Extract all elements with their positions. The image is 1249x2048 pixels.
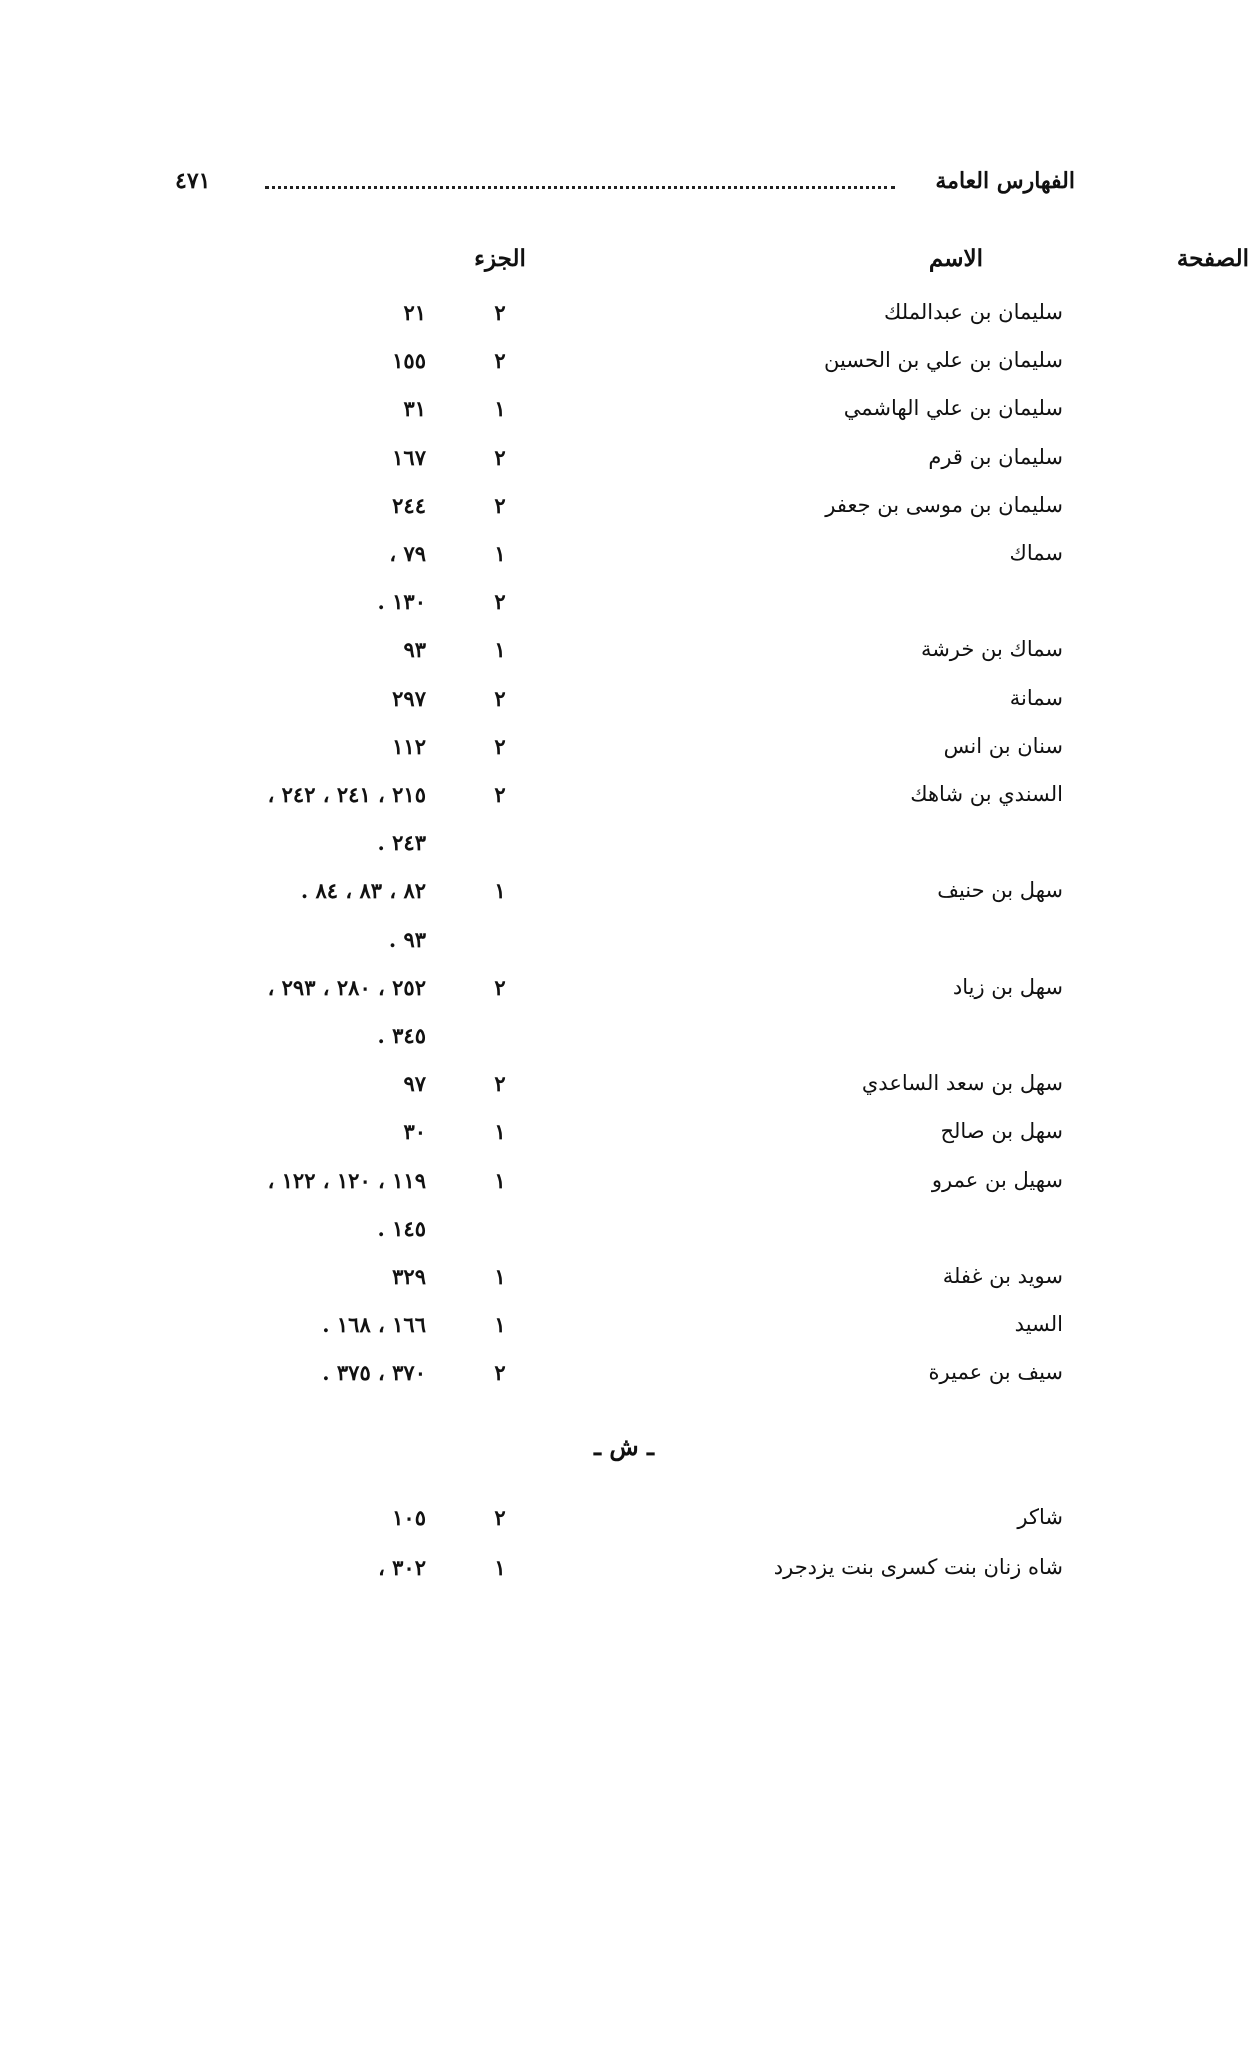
entry-volume: ٢ xyxy=(494,348,506,374)
entry-name: سهل بن حنيف xyxy=(937,878,1063,903)
entry-pages: ١٦٧ xyxy=(392,444,426,470)
index-entry-row xyxy=(0,734,1249,774)
entry-name: سيف بن عميرة xyxy=(928,1360,1063,1385)
entry-pages: ٧٩ ، xyxy=(389,541,426,566)
entry-name: سهل بن سعد الساعدي xyxy=(861,1071,1063,1096)
index-entry-row xyxy=(0,1555,1249,1595)
index-entry-row xyxy=(0,348,1249,388)
entry-name: سنان بن انس xyxy=(943,733,1063,758)
entry-name: سهل بن زياد xyxy=(952,974,1063,999)
entry-volume: ١ xyxy=(494,541,506,566)
entry-pages: ٢٤٣ . xyxy=(377,830,426,856)
entry-name: سليمان بن علي الهاشمي xyxy=(843,396,1063,421)
column-heading-volume: الجزء xyxy=(474,245,526,272)
entry-name: السيد xyxy=(1014,1312,1063,1337)
index-entry-row xyxy=(0,782,1249,822)
entry-volume: ١ xyxy=(494,1264,506,1289)
column-heading-name: الاسم xyxy=(928,245,983,272)
entry-pages: ٣٠ xyxy=(403,1119,426,1145)
entry-name: سليمان بن موسى بن جعفر xyxy=(825,492,1063,517)
entry-volume: ١ xyxy=(494,878,506,904)
entry-volume: ٢ xyxy=(494,492,506,518)
entry-pages: ١٥٥ xyxy=(392,348,426,374)
index-entry-row xyxy=(0,1119,1249,1159)
entry-pages: ١١٢ xyxy=(392,733,426,759)
entry-volume: ٢ xyxy=(494,589,506,615)
entry-volume: ١ xyxy=(494,1119,506,1145)
index-entry-row xyxy=(0,1505,1249,1545)
entry-pages: ١٣٠ . xyxy=(377,589,426,615)
entry-name: سليمان بن عبدالملك xyxy=(884,300,1063,324)
index-entry-row xyxy=(0,927,1249,967)
entry-volume: ٢ xyxy=(494,1360,506,1386)
entry-name: سماك xyxy=(1009,541,1063,565)
entry-name: سهيل بن عمرو xyxy=(931,1167,1063,1192)
index-entry-row xyxy=(0,878,1249,918)
entry-pages: ٢١ xyxy=(403,300,426,325)
index-entry-row xyxy=(0,493,1249,533)
entry-name: سمانة xyxy=(1009,685,1063,710)
entry-name: شاكر xyxy=(1017,1505,1063,1529)
entry-pages: ١٦٦ ، ١٦٨ . xyxy=(322,1312,426,1338)
entry-pages: ٢٥٢ ، ٢٨٠ ، ٢٩٣ ، xyxy=(267,974,426,1000)
entry-name: سليمان بن علي بن الحسين xyxy=(823,348,1063,373)
index-entry-row xyxy=(0,686,1249,726)
column-heading-page: الصفحة xyxy=(1176,245,1249,272)
index-entry-row xyxy=(0,445,1249,485)
entry-name: السندي بن شاهك xyxy=(910,782,1063,806)
entry-volume: ٢ xyxy=(494,974,506,1000)
index-entry-row xyxy=(0,975,1249,1015)
entry-volume: ٢ xyxy=(494,782,506,807)
entry-volume: ٢ xyxy=(494,1071,506,1097)
entry-pages: ٨٢ ، ٨٣ ، ٨٤ . xyxy=(300,878,426,904)
index-entry-row xyxy=(0,1023,1249,1063)
index-entry-row xyxy=(0,1216,1249,1256)
entry-name: سويد بن غفلة xyxy=(942,1264,1063,1288)
dotted-leader xyxy=(265,186,895,189)
entry-volume: ٢ xyxy=(494,1505,506,1530)
entry-name: سهل بن صالح xyxy=(940,1119,1063,1144)
index-entry-row xyxy=(0,1168,1249,1208)
index-entry-row xyxy=(0,1071,1249,1111)
entry-pages: ٣٢٩ xyxy=(392,1264,426,1289)
entry-name: سماك بن خرشة xyxy=(920,637,1063,662)
index-entry-row xyxy=(0,396,1249,436)
entry-pages: ٩٣ xyxy=(403,637,426,663)
entry-name: شاه زنان بنت كسرى بنت يزدجرد xyxy=(773,1555,1063,1579)
entry-volume: ١ xyxy=(494,1312,506,1338)
index-entry-row xyxy=(0,1360,1249,1400)
entry-pages: ٣١ xyxy=(403,396,426,422)
running-header-title: الفهارس العامة xyxy=(935,168,1075,194)
index-entry-row xyxy=(0,1312,1249,1352)
entry-volume: ١ xyxy=(494,637,506,663)
entry-pages: ٢١٥ ، ٢٤١ ، ٢٤٢ ، xyxy=(267,782,426,807)
entry-volume: ٢ xyxy=(494,685,506,711)
entry-pages: ٢٩٧ xyxy=(392,685,426,711)
section-heading-shin: ـ ش ـ xyxy=(593,1432,655,1461)
index-entry-row xyxy=(0,541,1249,581)
index-entry-row xyxy=(0,300,1249,340)
entry-pages: ٩٧ xyxy=(403,1071,426,1097)
entry-volume: ١ xyxy=(494,1167,506,1193)
entry-volume: ٢ xyxy=(494,300,506,325)
entry-pages: ١٠٥ xyxy=(392,1505,426,1530)
entry-volume: ٢ xyxy=(494,733,506,759)
index-entry-row xyxy=(0,637,1249,677)
index-entry-row xyxy=(0,1264,1249,1304)
entry-pages: ١٤٥ . xyxy=(377,1215,426,1241)
entry-pages: ٣٠٢ ، xyxy=(378,1555,426,1580)
index-entry-row xyxy=(0,830,1249,870)
index-entry-row xyxy=(0,589,1249,629)
entry-volume: ١ xyxy=(494,396,506,422)
running-header xyxy=(175,168,1075,208)
entry-pages: ٣٤٥ . xyxy=(377,1023,426,1048)
entry-pages: ٣٧٠ ، ٣٧٥ . xyxy=(322,1360,426,1386)
entry-pages: ١١٩ ، ١٢٠ ، ١٢٢ ، xyxy=(267,1167,426,1193)
entry-pages: ٢٤٤ xyxy=(392,492,426,518)
entry-volume: ٢ xyxy=(494,444,506,470)
page-number: ٤٧١ xyxy=(175,168,211,194)
entry-name: سليمان بن قرم xyxy=(928,444,1063,469)
entry-pages: ٩٣ . xyxy=(388,926,426,952)
entry-volume: ١ xyxy=(494,1555,506,1580)
